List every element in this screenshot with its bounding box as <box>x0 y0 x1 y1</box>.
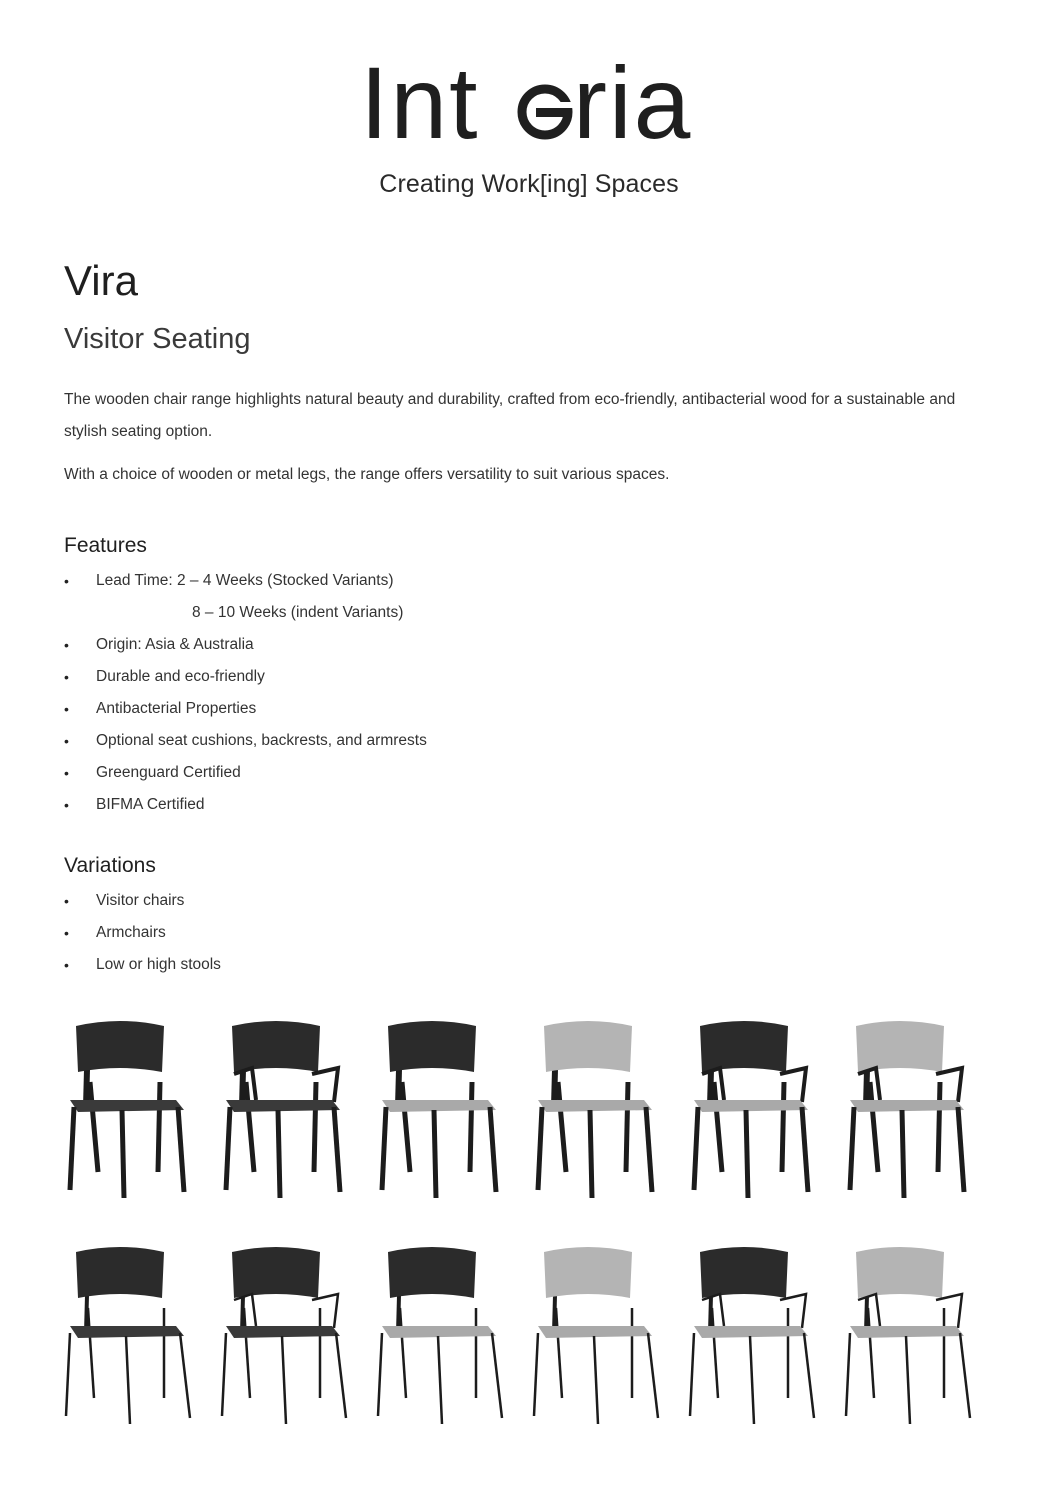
list-item: • BIFMA Certified <box>64 789 427 821</box>
chair-image <box>684 1012 824 1202</box>
interia-logo <box>360 58 700 150</box>
svg-text:ria: ria <box>573 58 693 150</box>
chair-image <box>372 1238 512 1428</box>
chair-gallery-row-metal-legs <box>60 1238 1000 1433</box>
list-item: • Optional seat cushions, backrests, and armrests <box>64 725 427 757</box>
tagline: Creating Work[ing] Spaces <box>379 170 679 198</box>
variations-heading: Variations <box>64 854 156 877</box>
chair-image <box>684 1238 824 1428</box>
list-item: • Antibacterial Properties <box>64 693 427 725</box>
list-item: • Origin: Asia & Australia <box>64 629 427 661</box>
chair-image <box>840 1238 980 1428</box>
chair-image <box>840 1012 980 1202</box>
list-item: 8 – 10 Weeks (indent Variants) <box>192 604 404 621</box>
svg-text:Int: Int <box>360 58 480 150</box>
chair-image <box>216 1238 356 1428</box>
chair-image <box>60 1012 200 1202</box>
page-title: Vira <box>64 257 138 304</box>
features-heading: Features <box>64 534 147 557</box>
chair-image <box>528 1012 668 1202</box>
list-item: • Low or high stools <box>64 949 221 981</box>
chair-image <box>216 1012 356 1202</box>
chair-gallery-row-wood-legs <box>60 1012 1000 1207</box>
variations-list <box>64 885 221 981</box>
chair-image <box>372 1012 512 1202</box>
features-list <box>64 565 427 821</box>
list-item: • Durable and eco-friendly <box>64 661 427 693</box>
chair-image <box>528 1238 668 1428</box>
description-paragraph-2: With a choice of wooden or metal legs, the range offers versatility to suit various spaces. <box>64 466 670 483</box>
chair-image <box>60 1238 200 1428</box>
list-item: • Armchairs <box>64 917 221 949</box>
description-paragraph-1: The wooden chair range highlights natural beauty and durability, crafted from eco-friendly, antibacterial wood for a sustainable and stylish seating option. <box>64 391 956 440</box>
list-item: • Lead Time: 2 – 4 Weeks (Stocked Variants) <box>64 565 427 597</box>
logo-o-mark-icon <box>522 89 574 135</box>
page-subtitle: Visitor Seating <box>64 323 251 355</box>
list-item: • Greenguard Certified <box>64 757 427 789</box>
list-item: • Visitor chairs <box>64 885 221 917</box>
